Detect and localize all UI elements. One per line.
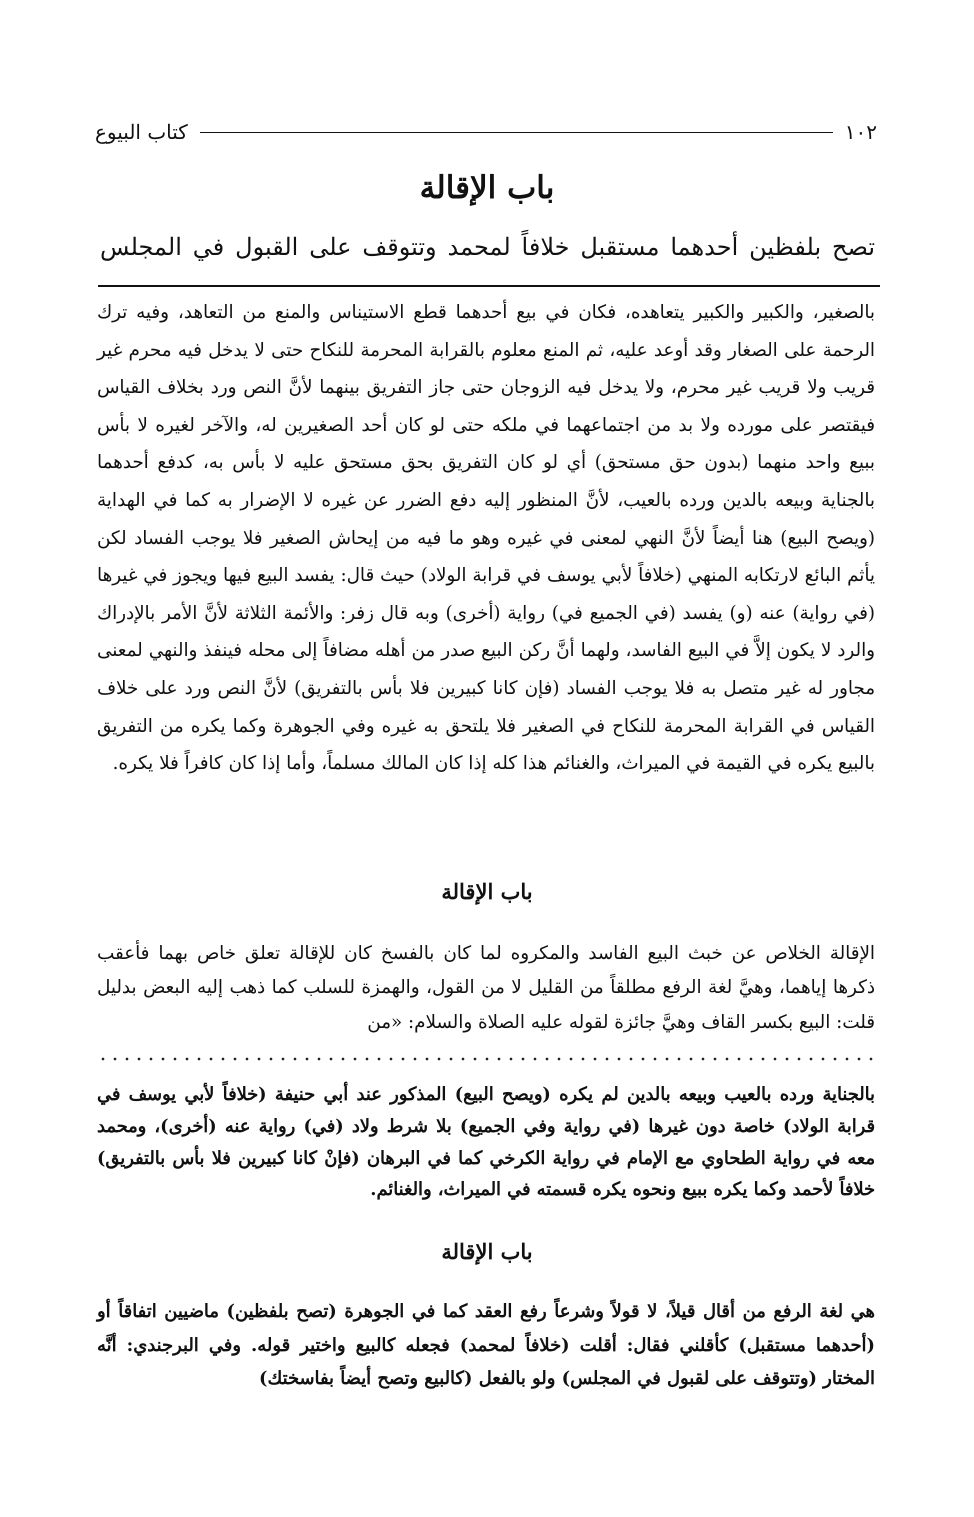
matn-text: تصح بلفظين أحدهما مستقبل خلافاً لمحمد وتتوقف على القبول في المجلس <box>100 233 875 261</box>
footnote-block-2 <box>97 1295 875 1396</box>
footnote-paragraph: هي لغة الرفع من أقال قيلاً، لا قولاً وشرعاً رفع العقد كما في الجوهرة (تصح بلفظين) ماضيين اتفاقاً أو (أحدهما مستقبل) كأقلني فقال: أقلت (خلافاً لمحمد) فجعله كالبيع واختير قوله. وفي البرجندي: أنَّه المختار (وتتوقف على لقبول في المجلس) ولو بالفعل (كالبيع وتصح أيضاً بفاسختك) <box>97 1301 875 1389</box>
footnote-section-title: باب الإقالة <box>441 1239 533 1264</box>
footnote-paragraph: بالجناية ورده بالعيب وبيعه بالدين لم يكره (ويصح البيع) المذكور عند أبي حنيفة (خلافاً لأبي يوسف في قرابة الولاد) خاصة دون غيرها (في رواية وفي الجميع) بلا شرط ولاد (في) رواية عنه (أخرى)، ومحمد معه في رواية الطحاوي مع الإمام في رواية الكرخي كما في البرهان (فإنْ كانا كبيرين فلا بأس بالتفريق) خلافاً لأحمد وكما يكره ببيع ونحوه يكره قسمته في الميراث، والغنائم. <box>97 1084 875 1201</box>
commentary-block-1 <box>97 294 875 783</box>
header-rule <box>200 132 833 133</box>
page-number: ١٠٢ <box>844 120 877 144</box>
section-title: باب الإقالة <box>441 879 533 904</box>
commentary-paragraph: الإقالة الخلاص عن خبث البيع الفاسد والمكروه لما كان بالفسخ كان للإقالة تعلق خاص بهما فأعقب ذكرها إياهما، وهيَّ لغة الرفع مطلقاً من القليل لا من القول، والهمزة للسلب كما ذهب إليه البعض بدليل قلت: البيع بكسر القاف وهيَّ جائزة لقوله عليه الصلاة والسلام: «من <box>97 943 875 1033</box>
commentary-paragraph: بالصغير، والكبير والكبير يتعاهده، فكان في بيع أحدهما قطع الاستيناس والمنع من التعاهد، وفيه ترك الرحمة على الصغار وقد أوعد عليه، ثم المنع معلوم بالقرابة المحرمة للنكاح حتى لا يدخل فيه محرم غير قريب ولا قريب غير محرم، ولا يدخل فيه الزوجان حتى جاز التفريق بينهما لأنَّ النص ورد بخلاف القياس فيقتصر على مورده ولا بد من اجتماعهما في ملكه حتى لو كان أحد الصغيرين له، والآخر لغيره لا بأس ببيع واحد منهما (بدون حق مستحق) أي لو كان التفريق بحق مستحق عليه لا بأس به، كدفع أحدهما بالجناية وبيعه بالدين ورده بالعيب، لأنَّ المنظور إليه دفع الضرر عن غيره لا الإضرار به كما في الهداية (ويصح البيع) هنا أيضاً لأنَّ النهي لمعنى في غيره وهو ما فيه من إيحاش الصغير فلا يوجب الفساد لكن يأثم البائع لارتكابه المنهي (خلافاً لأبي يوسف في قرابة الولاد) حيث قال: يفسد البيع فيها ويجوز في غيرها (في رواية) عنه (و) يفسد (في الجميع في) رواية (أخرى) وبه قال زفر: والأئمة الثلاثة لأنَّ الأمر بالإدراك والرد لا يكون إلاَّ في البيع الفاسد، ولهما أنَّ ركن البيع صدر من أهله مضافاً إلى محله فينفذ والنهي لمعنى مجاور له غير متصل به فلا يوجب الفساد (فإن كانا كبيرين فلا بأس بالتفريق) لأنَّ النص ورد على خلاف القياس في القرابة المحرمة للنكاح في الصغير فلا يلتحق به غيره وفي الجوهرة وكما يكره من التفريق بالبيع يكره في القيمة في الميراث، والغنائم هذا كله إذا كان المالك مسلماً، وأما إذا كان كافراً فلا يكره. <box>97 302 875 775</box>
matn-divider <box>98 285 880 287</box>
footnote-divider <box>97 1056 875 1062</box>
commentary-block-2 <box>97 937 875 1040</box>
book-title: كتاب البيوع <box>95 120 188 144</box>
chapter-title: باب الإقالة <box>419 170 555 206</box>
footnote-block-1 <box>97 1079 875 1206</box>
running-header <box>95 112 877 152</box>
